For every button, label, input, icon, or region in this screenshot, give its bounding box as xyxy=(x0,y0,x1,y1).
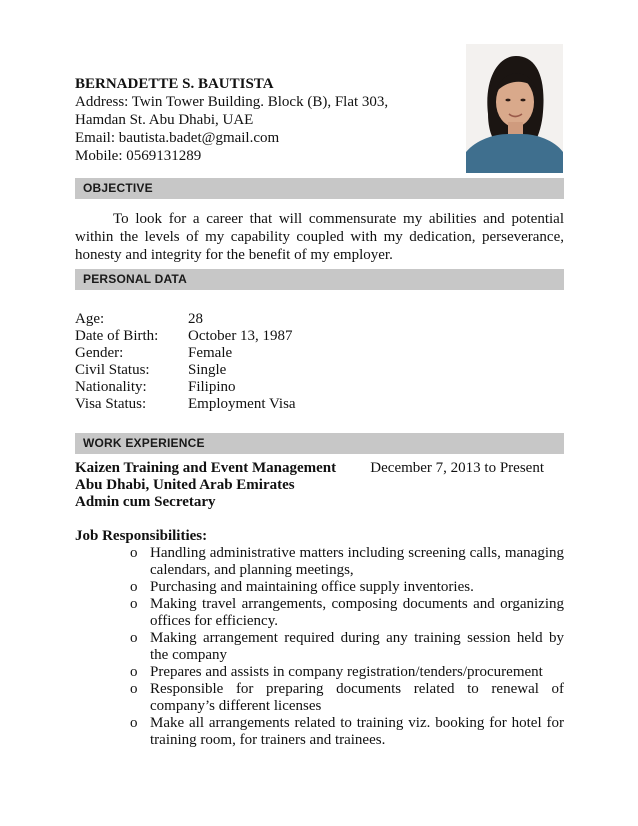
applicant-name: BERNADETTE S. BAUTISTA xyxy=(75,76,274,92)
list-item xyxy=(130,596,564,630)
responsibility-text: Making travel arrangements, composing documents and organizing offices for efficiency. xyxy=(150,596,564,629)
personal-data-table xyxy=(75,311,296,413)
field-value: October 13, 1987 xyxy=(188,328,293,344)
work-experience-section-bar: WORK EXPERIENCE xyxy=(75,433,564,454)
objective-text: To look for a career that will commensurate my abilities and potential within the levels of my capability coupled with my dedication, perseverance, honesty and integrity for the benefit of my employer. xyxy=(75,211,564,263)
objective-section-bar: OBJECTIVE xyxy=(75,178,564,199)
field-label: Visa Status: xyxy=(75,396,147,412)
field-value: Female xyxy=(188,345,233,361)
personal-data-row xyxy=(75,328,296,345)
list-item xyxy=(130,715,564,749)
field-value: Employment Visa xyxy=(188,396,296,412)
list-item xyxy=(130,664,564,681)
list-item xyxy=(130,681,564,715)
field-label: Civil Status: xyxy=(75,362,150,378)
responsibility-text: Handling administrative matters including screening calls, managing calendars, and planning meetings, xyxy=(150,545,564,578)
work-entry xyxy=(75,460,564,511)
responsibility-text: Making arrangement required during any training session held by the company xyxy=(150,630,564,663)
job-position: Admin cum Secretary xyxy=(75,494,216,510)
personal-data-row xyxy=(75,311,296,328)
field-label: Age: xyxy=(75,311,105,327)
email-line: Email: bautista.badet@gmail.com xyxy=(75,130,280,146)
list-item xyxy=(130,630,564,664)
field-label: Gender: xyxy=(75,345,124,361)
list-item xyxy=(130,545,564,579)
field-label: Date of Birth: xyxy=(75,328,159,344)
field-value: 28 xyxy=(188,311,203,327)
bullet-marker: o xyxy=(130,630,138,646)
personal-data-row xyxy=(75,345,296,362)
responsibilities-list xyxy=(130,545,564,749)
personal-data-row xyxy=(75,396,296,413)
field-label: Nationality: xyxy=(75,379,147,395)
field-value: Filipino xyxy=(188,379,236,395)
responsibility-text: Make all arrangements related to training viz. booking for hotel for training room, for trainers and trainees. xyxy=(150,715,564,748)
bullet-marker: o xyxy=(130,664,138,680)
responsibility-text: Responsible for preparing documents related to renewal of company’s different licenses xyxy=(150,681,564,714)
bullet-marker: o xyxy=(130,715,138,731)
employment-dates: December 7, 2013 to Present xyxy=(370,460,544,476)
responsibility-text: Purchasing and maintaining office supply inventories. xyxy=(150,579,474,595)
address-line-2: Hamdan St. Abu Dhabi, UAE xyxy=(75,112,254,128)
bullet-marker: o xyxy=(130,545,138,561)
profile-photo xyxy=(466,44,563,173)
company-name: Kaizen Training and Event Management xyxy=(75,460,337,476)
mobile-line: Mobile: 0569131289 xyxy=(75,148,202,164)
contact-header xyxy=(75,75,455,165)
bullet-marker: o xyxy=(130,681,138,697)
bullet-marker: o xyxy=(130,596,138,612)
responsibilities-title: Job Responsibilities: xyxy=(75,528,208,544)
personal-data-section-bar: PERSONAL DATA xyxy=(75,269,564,290)
responsibility-text: Prepares and assists in company registration/tenders/procurement xyxy=(150,664,543,680)
personal-data-row xyxy=(75,379,296,396)
work-entry-heading xyxy=(75,460,564,477)
address-line-1: Address: Twin Tower Building. Block (B), Flat 303, xyxy=(75,94,389,110)
list-item xyxy=(130,579,564,596)
field-value: Single xyxy=(188,362,227,378)
personal-data-row xyxy=(75,362,296,379)
bullet-marker: o xyxy=(130,579,138,595)
work-location: Abu Dhabi, United Arab Emirates xyxy=(75,477,295,493)
